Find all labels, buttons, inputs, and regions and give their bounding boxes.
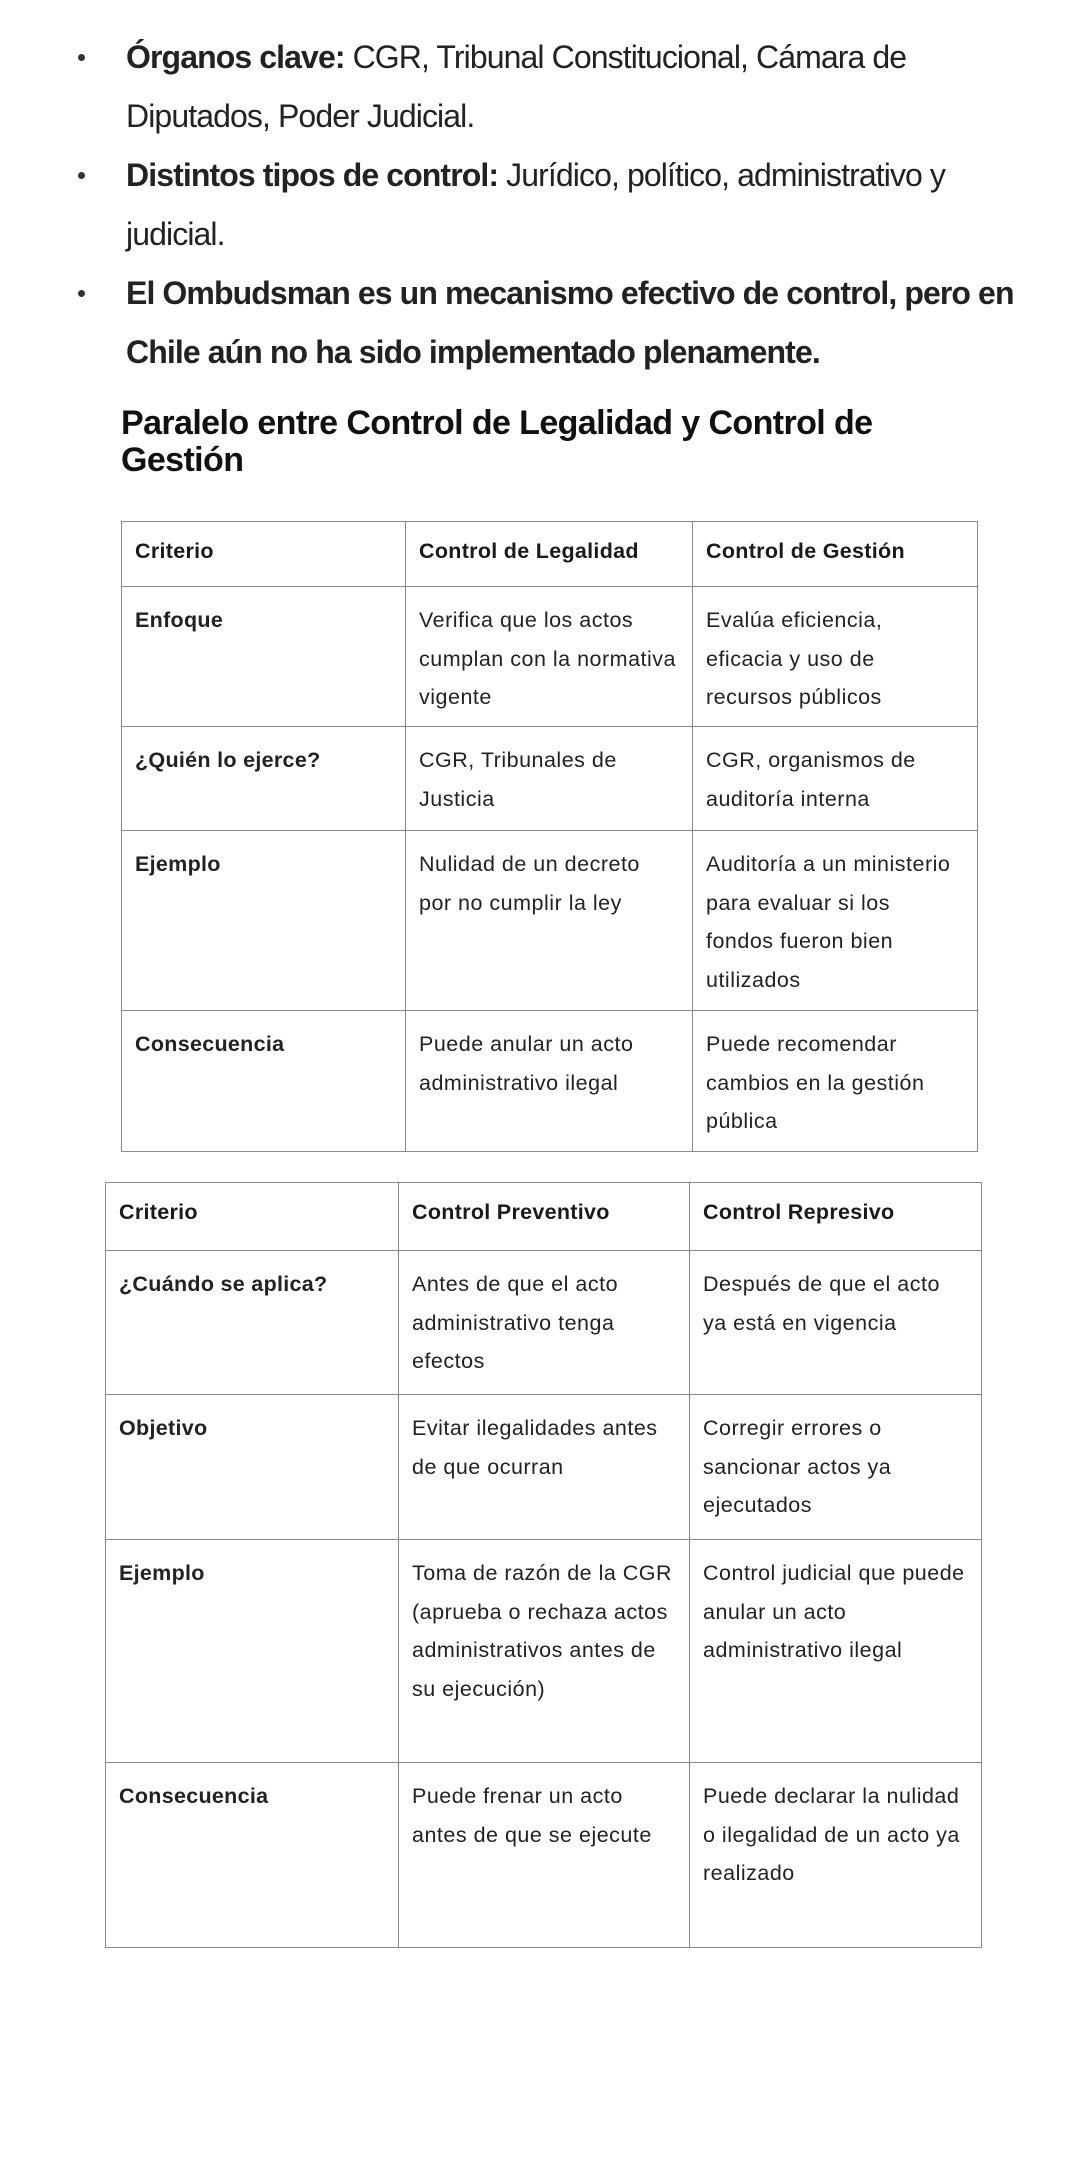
column-header: Control Represivo [690, 1183, 982, 1251]
column-header: Criterio [122, 522, 406, 587]
table-row [106, 1251, 982, 1395]
table-row [122, 1011, 978, 1152]
table-cell: Puede frenar un acto antes de que se ejecute [399, 1763, 690, 1948]
table-cell: CGR, organismos de auditoría interna [693, 727, 978, 831]
bullet-bold-text: Distintos tipos de control: [126, 157, 499, 193]
table-cell: Puede declarar la nulidad o ilegalidad de un acto ya realizado [690, 1763, 982, 1948]
table-cell: CGR, Tribunales de Justicia [406, 727, 693, 831]
table-cell: Verifica que los actos cumplan con la normativa vigente [406, 587, 693, 727]
table-cell: Corregir errores o sancionar actos ya ejecutados [690, 1395, 982, 1540]
table-row [106, 1763, 982, 1948]
table-cell: Control judicial que puede anular un acto administrativo ilegal [690, 1540, 982, 1763]
preventivo-represivo-table [105, 1182, 982, 1948]
column-header: Control de Legalidad [406, 522, 693, 587]
table-cell: Evalúa eficiencia, eficacia y uso de recursos públicos [693, 587, 978, 727]
table-row [122, 587, 978, 727]
table-cell: Nulidad de un decreto por no cumplir la ley [406, 831, 693, 1011]
bullet-dot-icon [78, 172, 85, 179]
table-cell: Después de que el acto ya está en vigencia [690, 1251, 982, 1395]
table-row [122, 831, 978, 1011]
table-row [106, 1540, 982, 1763]
legalidad-gestion-table [121, 521, 978, 1152]
criterion-cell: Consecuencia [106, 1763, 399, 1948]
table-header-row [106, 1183, 982, 1251]
bullet-dot-icon [78, 54, 85, 61]
table-cell: Puede recomendar cambios en la gestión pública [693, 1011, 978, 1152]
criterion-cell: Ejemplo [122, 831, 406, 1011]
criterion-cell: Consecuencia [122, 1011, 406, 1152]
criterion-cell: Objetivo [106, 1395, 399, 1540]
bullet-item [0, 146, 1026, 264]
criterion-cell: Enfoque [122, 587, 406, 727]
criterion-cell: ¿Cuándo se aplica? [106, 1251, 399, 1395]
column-header: Control Preventivo [399, 1183, 690, 1251]
bullet-text: CGR, Tribunal Constitucional, Cámara de Diputados, Poder Judicial. [126, 39, 907, 134]
section-heading: Paralelo entre Control de Legalidad y Control de Gestión [121, 404, 873, 479]
bullet-item [0, 28, 1026, 146]
bullet-bold-text: Órganos clave: [126, 39, 345, 75]
table-cell: Antes de que el acto administrativo tenga efectos [399, 1251, 690, 1395]
table-cell: Evitar ilegalidades antes de que ocurran [399, 1395, 690, 1540]
bullet-bold-text: El Ombudsman es un mecanismo efectivo de control, pero en Chile aún no ha sido implementado plenamente. [126, 275, 1014, 370]
criterion-cell: Ejemplo [106, 1540, 399, 1763]
table-row [106, 1395, 982, 1540]
bullet-item [0, 264, 1026, 382]
table-cell: Puede anular un acto administrativo ilegal [406, 1011, 693, 1152]
bullet-dot-icon [78, 290, 85, 297]
criterion-cell: ¿Quién lo ejerce? [122, 727, 406, 831]
table-header-row [122, 522, 978, 587]
table-cell: Auditoría a un ministerio para evaluar si los fondos fueron bien utilizados [693, 831, 978, 1011]
column-header: Criterio [106, 1183, 399, 1251]
bullet-text: Jurídico, político, administrativo y judicial. [126, 157, 946, 252]
table-cell: Toma de razón de la CGR (aprueba o rechaza actos administrativos antes de su ejecución) [399, 1540, 690, 1763]
column-header: Control de Gestión [693, 522, 978, 587]
summary-bullet-list [0, 28, 1080, 382]
table-row [122, 727, 978, 831]
